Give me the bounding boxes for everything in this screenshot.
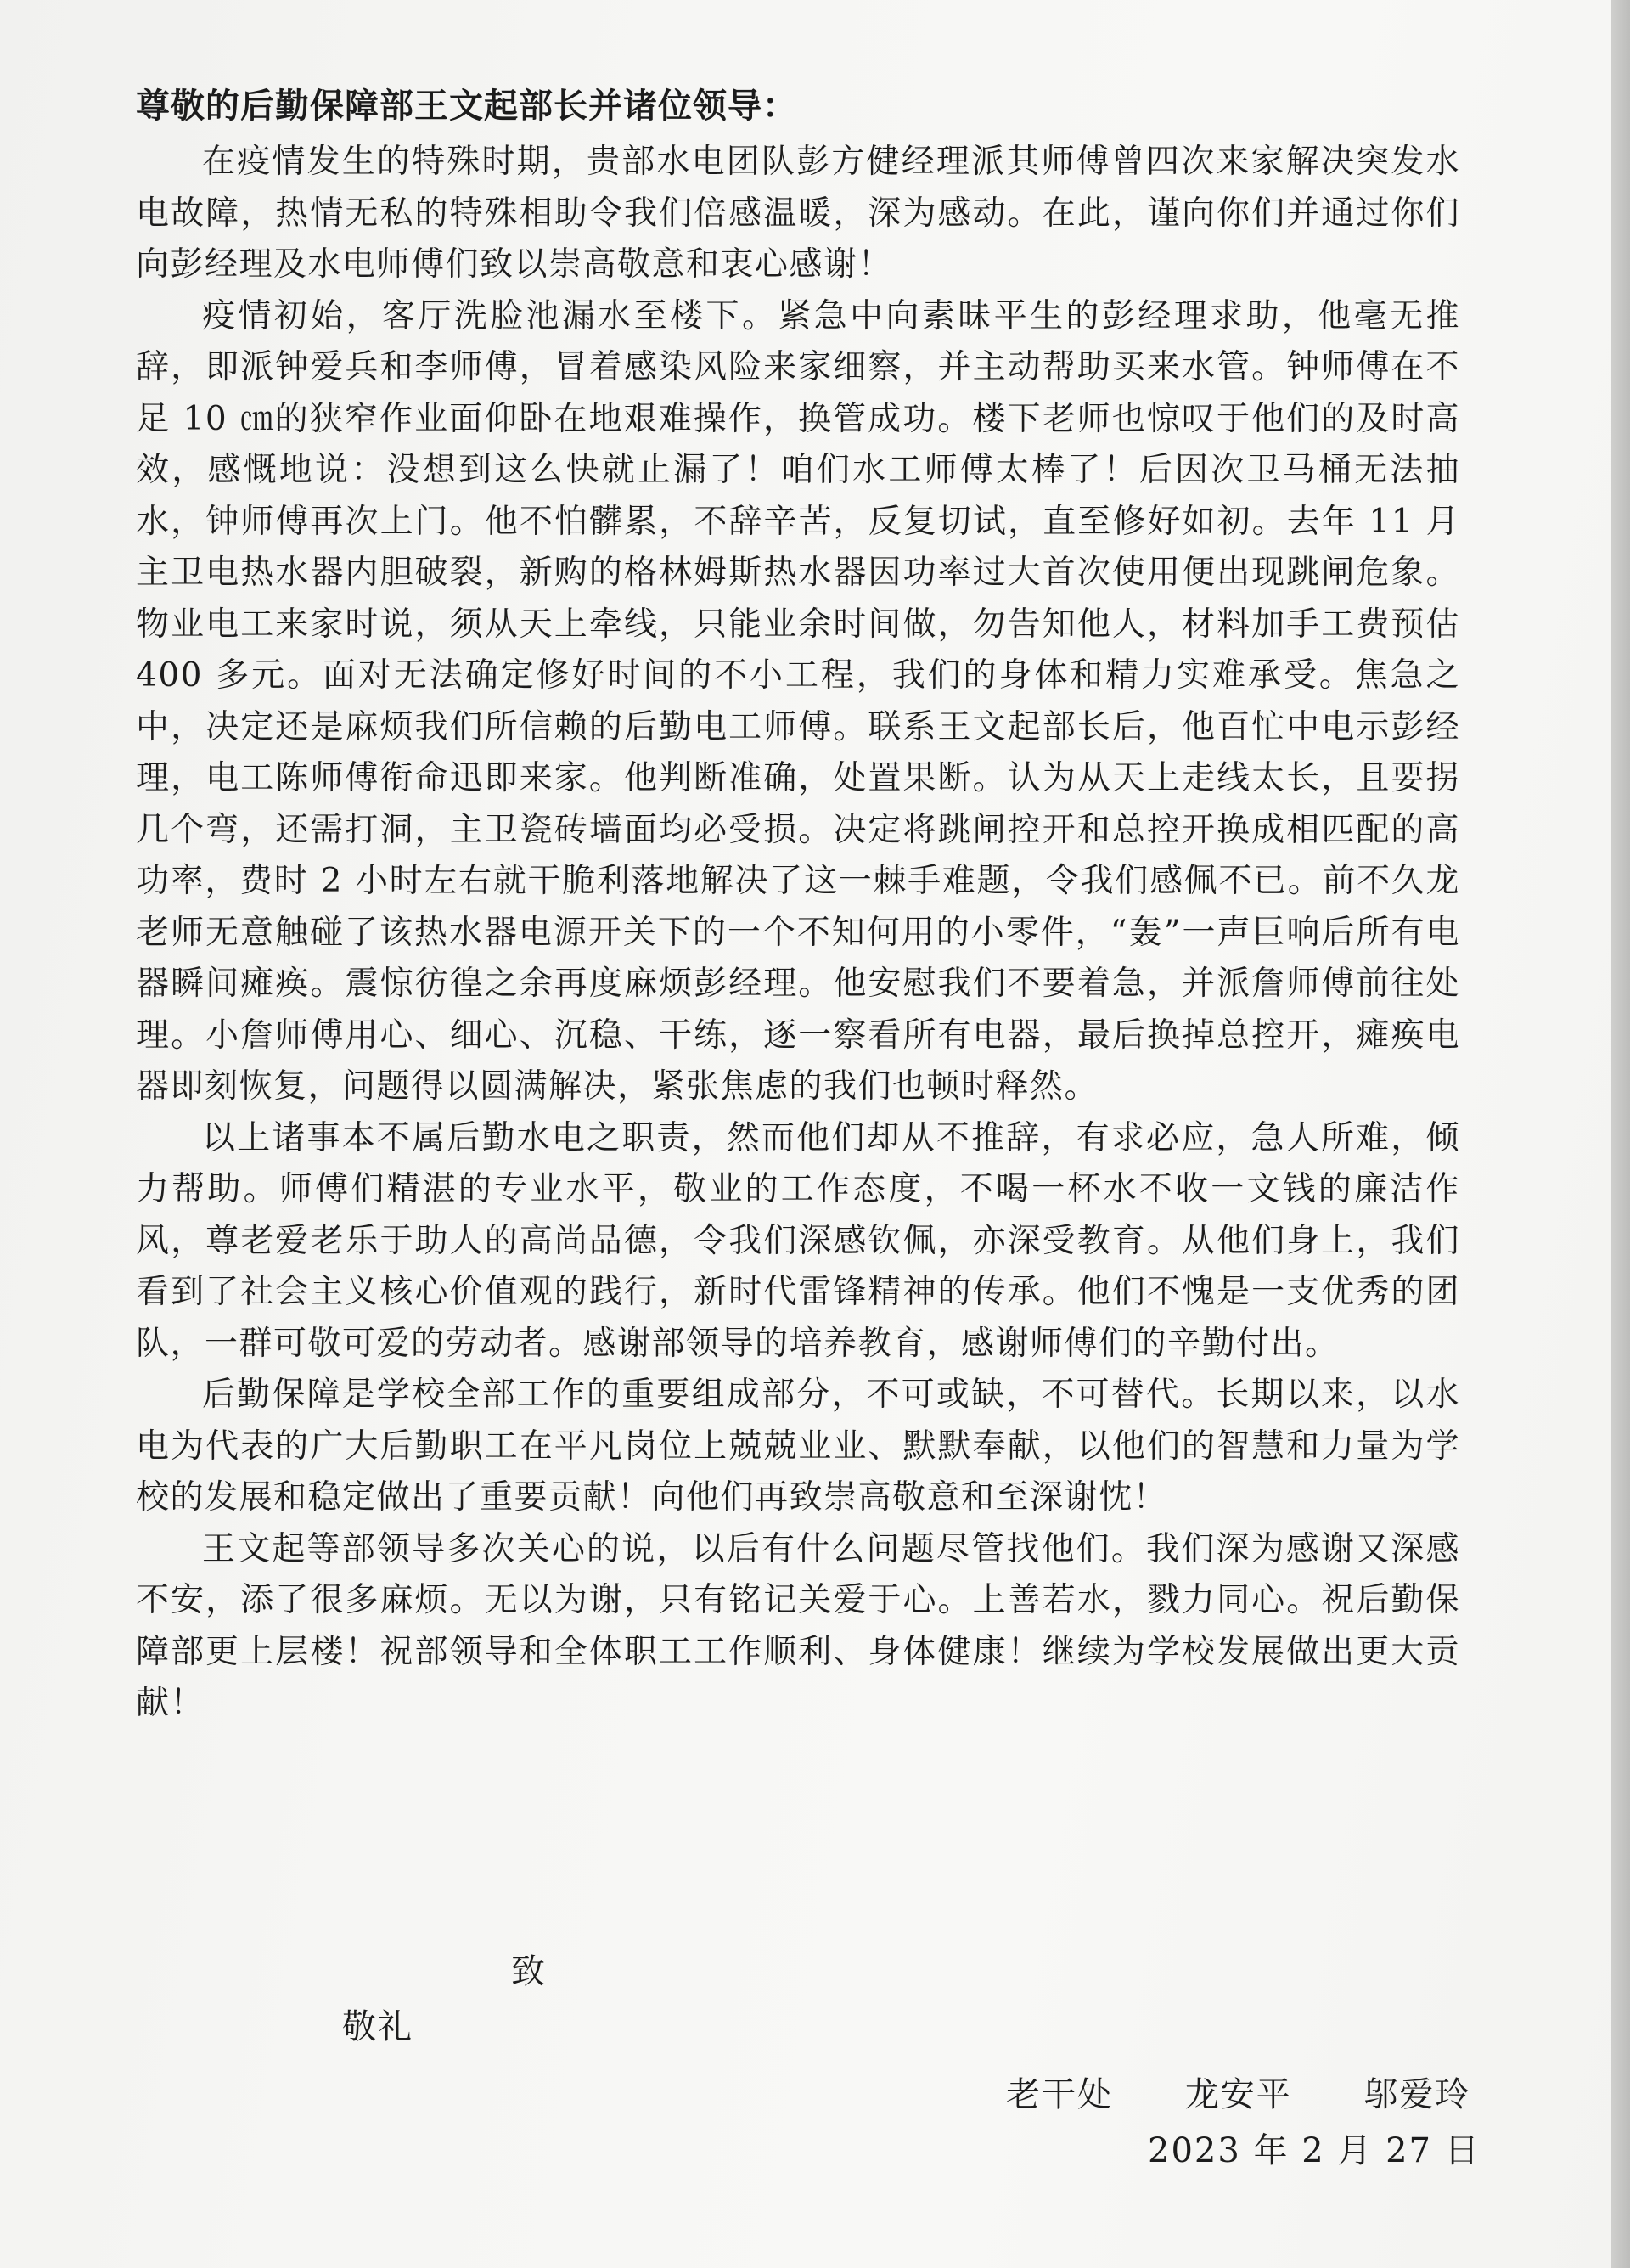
letter-paragraph-5: 王文起等部领导多次关心的说，以后有什么问题尽管找他们。我们深为感谢又深感不安，添了很多麻烦。无以为谢，只有铭记关爱于心。上善若水，戮力同心。祝后勤保障部更上层楼！祝部领导和全体职工工作顺利、身体健康！继续为学校发展做出更大贡献！	[136, 1529, 1460, 1722]
closing-jingli: 敬礼	[342, 2007, 413, 2046]
closing-zhi: 致	[511, 1952, 545, 1991]
letter-paragraph-3: 以上诸事本不属后勤水电之职责，然而他们却从不推辞，有求必应，急人所难，倾力帮助。师傅们精湛的专业水平，敬业的工作态度，不喝一杯水不收一文钱的廉洁作风，尊老爱老乐于助人的高尚品德，令我们深感钦佩，亦深受教育。从他们身上，我们看到了社会主义核心价值观的践行，新时代雷锋精神的传承。他们不愧是一支优秀的团队，一群可敬可爱的劳动者。感谢部领导的培养教育，感谢师傅们的辛勤付出。	[136, 1118, 1460, 1363]
signature-name-2: 邬爱玲	[1363, 2075, 1471, 2114]
signature-office: 老干处	[1006, 2075, 1113, 2114]
letter-paragraph-2: 疫情初始，客厅洗脸池漏水至楼下。紧急中向素昧平生的彭经理求助，他毫无推辞，即派钟爱兵和李师傅，冒着感染风险来家细察，并主动帮助买来水管。钟师傅在不足 10 ㎝的狭窄作业面仰卧在地艰难操作，换管成功。楼下老师也惊叹于他们的及时高效，感慨地说：没想到这么快就止漏了！咱们水工师傅太棒了！后因次卫马桶无法抽水，钟师傅再次上门。他不怕髒累，不辞辛苦，反复切试，直至修好如初。去年 11 月主卫电热水器内胆破裂，新购的格林姆斯热水器因功率过大首次使用便出现跳闸危象。物业电工来家时说，须从天上牵线，只能业余时间做，勿告知他人，材料加手工费预估 400 多元。面对无法确定修好时间的不小工程，我们的身体和精力实难承受。焦急之中，决定还是麻烦我们所信赖的后勤电工师傅。联系王文起部长后，他百忙中电示彭经理，电工陈师傅衔命迅即来家。他判断准确，处置果断。认为从天上走线太长，且要拐几个弯，还需打洞，主卫瓷砖墙面均必受损。决定将跳闸控开和总控开换成相匹配的高功率，费时 2 小时左右就干脆利落地解决了这一棘手难题，令我们感佩不已。前不久龙老师无意触碰了该热水器电源开关下的一个不知何用的小零件，“轰”一声巨响后所有电器瞬间瘫痪。震惊彷徨之余再度麻烦彭经理。他安慰我们不要着急，并派詹师傅前往处理。小詹师傅用心、细心、沉稳、干练，逐一察看所有电器，最后换掉总控开，瘫痪电器即刻恢复，问题得以圆满解决，紧张焦虑的我们也顿时释然。	[136, 296, 1460, 1106]
letter-paragraph-4: 后勤保障是学校全部工作的重要组成部分，不可或缺，不可替代。长期以来，以水电为代表的广大后勤职工在平凡岗位上兢兢业业、默默奉献，以他们的智慧和力量为学校的发展和稳定做出了重要贡献！向他们再致崇高敬意和至深谢忱！	[136, 1376, 1460, 1517]
letter-paragraph-1: 在疫情发生的特殊时期，贵部水电团队彭方健经理派其师傅曾四次来家解决突发水电故障，热情无私的特殊相助令我们倍感温暖，深为感动。在此，谨向你们并通过你们向彭经理及水电师傅们致以崇高敬意和衷心感谢！	[136, 143, 1460, 284]
letter-body	[136, 81, 1460, 1730]
letter-salutation: 尊敬的后勤保障部王文起部长并诸位领导：	[136, 87, 797, 126]
signature-line	[1006, 2068, 1470, 2116]
paper-edge-shadow	[1611, 0, 1630, 2268]
letter-date: 2023 年 2 月 27 日	[1148, 2131, 1481, 2170]
signature-name-1: 龙安平	[1184, 2075, 1292, 2114]
